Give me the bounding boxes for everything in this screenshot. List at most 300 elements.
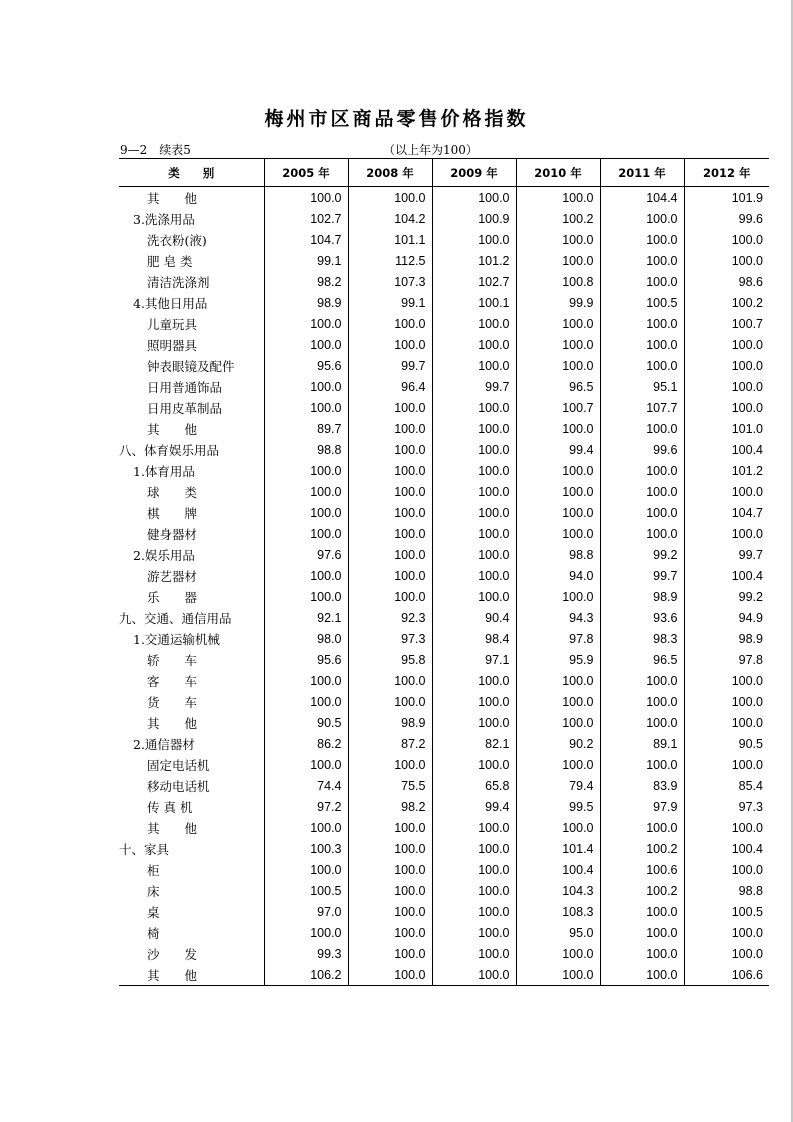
- row-category-label: 其 他: [147, 715, 198, 731]
- index-value-cell: 99.7: [348, 355, 432, 376]
- index-value-cell: 100.0: [348, 943, 432, 964]
- index-value-cell: 97.2: [264, 796, 348, 817]
- index-value-cell: 90.5: [264, 712, 348, 733]
- index-value-cell: 100.0: [264, 460, 348, 481]
- header-year-2012: 2012 年: [684, 159, 769, 187]
- index-value-cell: 100.0: [348, 313, 432, 334]
- index-value-cell: 100.0: [264, 670, 348, 691]
- index-value-cell: 100.9: [432, 208, 516, 229]
- row-category-label: 桌: [147, 904, 160, 920]
- index-value-cell: 100.0: [600, 313, 684, 334]
- index-value-cell: 93.6: [600, 607, 684, 628]
- index-value-cell: 95.0: [516, 922, 600, 943]
- index-value-cell: 100.0: [348, 334, 432, 355]
- index-value-cell: 95.9: [516, 649, 600, 670]
- index-value-cell: 100.0: [264, 817, 348, 838]
- index-value-cell: 95.8: [348, 649, 432, 670]
- table-row: [119, 376, 769, 397]
- index-value-cell: 100.0: [348, 523, 432, 544]
- index-value-cell: 100.0: [348, 397, 432, 418]
- index-value-cell: 104.7: [684, 502, 769, 523]
- row-category-label: 1.体育用品: [133, 463, 195, 479]
- index-value-cell: 95.1: [600, 376, 684, 397]
- index-value-cell: 100.0: [432, 502, 516, 523]
- table-number: 9—2 续表5: [120, 143, 191, 157]
- index-value-cell: 100.0: [684, 670, 769, 691]
- table-row: [119, 565, 769, 586]
- index-value-cell: 100.0: [264, 523, 348, 544]
- index-value-cell: 100.0: [600, 334, 684, 355]
- table-row: [119, 649, 769, 670]
- index-value-cell: 100.0: [684, 334, 769, 355]
- index-value-cell: 90.5: [684, 733, 769, 754]
- row-category-label: 游艺器材: [147, 568, 198, 584]
- index-value-cell: 100.0: [264, 376, 348, 397]
- index-value-cell: 100.0: [516, 754, 600, 775]
- index-value-cell: 102.7: [264, 208, 348, 229]
- index-value-cell: 100.0: [516, 250, 600, 271]
- index-value-cell: 100.0: [516, 187, 600, 209]
- index-value-cell: 100.0: [432, 418, 516, 439]
- index-value-cell: 101.0: [684, 418, 769, 439]
- row-category-label: 传 真 机: [147, 799, 193, 815]
- index-value-cell: 100.0: [600, 460, 684, 481]
- index-value-cell: 107.3: [348, 271, 432, 292]
- index-value-cell: 100.0: [432, 859, 516, 880]
- index-value-cell: 100.0: [684, 943, 769, 964]
- table-row: [119, 397, 769, 418]
- table-row: [119, 607, 769, 628]
- index-value-cell: 89.7: [264, 418, 348, 439]
- index-value-cell: 100.0: [432, 523, 516, 544]
- index-value-cell: 100.2: [516, 208, 600, 229]
- index-value-cell: 100.1: [432, 292, 516, 313]
- index-value-cell: 98.9: [348, 712, 432, 733]
- index-value-cell: 99.7: [684, 544, 769, 565]
- index-value-cell: 101.9: [684, 187, 769, 209]
- index-value-cell: 98.9: [684, 628, 769, 649]
- index-value-cell: 100.0: [600, 229, 684, 250]
- index-value-cell: 100.0: [600, 712, 684, 733]
- index-value-cell: 104.4: [600, 187, 684, 209]
- index-value-cell: 100.0: [516, 964, 600, 986]
- index-value-cell: 98.2: [264, 271, 348, 292]
- row-category-label: 其 他: [119, 964, 264, 986]
- table-row: [119, 775, 769, 796]
- row-category-label: 钟表眼镜及配件: [147, 358, 235, 374]
- index-value-cell: 100.3: [264, 838, 348, 859]
- row-category-label: 椅: [147, 925, 160, 941]
- index-value-cell: 100.0: [348, 922, 432, 943]
- index-value-cell: 100.0: [516, 313, 600, 334]
- index-value-cell: 90.4: [432, 607, 516, 628]
- index-value-cell: 97.9: [600, 796, 684, 817]
- index-value-cell: 100.0: [684, 691, 769, 712]
- index-value-cell: 98.6: [684, 271, 769, 292]
- row-category-label: 洗衣粉(液): [147, 232, 207, 248]
- row-category-label: 照明器具: [147, 337, 198, 353]
- index-value-cell: 104.2: [348, 208, 432, 229]
- index-value-cell: 92.3: [348, 607, 432, 628]
- index-value-cell: 100.0: [348, 439, 432, 460]
- table-row: [119, 754, 769, 775]
- index-value-cell: 100.0: [348, 586, 432, 607]
- table-row: [119, 838, 769, 859]
- row-category-label: 移动电话机: [147, 778, 210, 794]
- index-value-cell: 100.0: [432, 565, 516, 586]
- index-value-cell: 100.0: [600, 691, 684, 712]
- index-value-cell: 100.0: [516, 460, 600, 481]
- header-year-2010: 2010 年: [516, 159, 600, 187]
- index-value-cell: 100.0: [516, 418, 600, 439]
- row-category-label: 健身器材: [147, 526, 198, 542]
- index-value-cell: 99.4: [432, 796, 516, 817]
- index-value-cell: 100.4: [684, 838, 769, 859]
- index-value-cell: 99.4: [516, 439, 600, 460]
- header-category: 类 别: [119, 159, 264, 187]
- index-value-cell: 100.0: [684, 523, 769, 544]
- index-value-cell: 100.0: [600, 901, 684, 922]
- index-value-cell: 100.0: [264, 859, 348, 880]
- row-category-label: 床: [147, 883, 160, 899]
- index-value-cell: 100.0: [516, 334, 600, 355]
- index-value-cell: 100.0: [348, 754, 432, 775]
- index-value-cell: 100.0: [348, 691, 432, 712]
- row-category-label: 其 他: [147, 190, 198, 206]
- index-value-cell: 98.3: [600, 628, 684, 649]
- index-value-cell: 100.0: [684, 355, 769, 376]
- index-value-cell: 108.3: [516, 901, 600, 922]
- index-value-cell: 82.1: [432, 733, 516, 754]
- index-value-cell: 85.4: [684, 775, 769, 796]
- index-value-cell: 97.1: [432, 649, 516, 670]
- index-value-cell: 100.0: [432, 670, 516, 691]
- index-value-cell: 94.3: [516, 607, 600, 628]
- index-value-cell: 100.2: [684, 292, 769, 313]
- row-category-label: 3.洗涤用品: [133, 211, 195, 227]
- index-value-cell: 100.0: [264, 754, 348, 775]
- table-row: [119, 313, 769, 334]
- header-year-2009: 2009 年: [432, 159, 516, 187]
- index-value-cell: 97.8: [684, 649, 769, 670]
- row-category-label: 八、体育娱乐用品: [119, 442, 220, 458]
- index-value-cell: 100.0: [516, 943, 600, 964]
- row-category-label: 棋 牌: [147, 505, 198, 521]
- index-value-cell: 99.5: [516, 796, 600, 817]
- index-value-cell: 99.9: [516, 292, 600, 313]
- index-value-cell: 97.0: [264, 901, 348, 922]
- index-value-cell: 97.6: [264, 544, 348, 565]
- index-value-cell: 100.0: [684, 712, 769, 733]
- index-value-cell: 94.9: [684, 607, 769, 628]
- index-value-cell: 100.0: [516, 691, 600, 712]
- index-value-cell: 100.2: [600, 880, 684, 901]
- row-category-label: 其 他: [147, 820, 198, 836]
- header-year-2005: 2005 年: [264, 159, 348, 187]
- row-category-label: 1.交通运输机械: [133, 631, 220, 647]
- index-value-cell: 90.2: [516, 733, 600, 754]
- index-value-cell: 100.8: [516, 271, 600, 292]
- index-value-cell: 75.5: [348, 775, 432, 796]
- index-value-cell: 100.0: [432, 187, 516, 209]
- table-row: [119, 670, 769, 691]
- index-value-cell: 100.0: [432, 544, 516, 565]
- index-value-cell: 100.0: [600, 418, 684, 439]
- index-value-cell: 100.0: [348, 187, 432, 209]
- index-value-cell: 100.0: [684, 376, 769, 397]
- row-category-label: 球 类: [147, 484, 198, 500]
- index-value-cell: 100.0: [684, 397, 769, 418]
- price-index-table: [119, 158, 769, 986]
- index-value-cell: 100.0: [516, 670, 600, 691]
- index-value-cell: 97.3: [348, 628, 432, 649]
- index-value-cell: 100.0: [600, 271, 684, 292]
- index-value-cell: 100.0: [684, 817, 769, 838]
- table-row: [119, 418, 769, 439]
- index-value-cell: 83.9: [600, 775, 684, 796]
- index-value-cell: 100.0: [432, 460, 516, 481]
- index-value-cell: 100.0: [264, 313, 348, 334]
- index-value-cell: 100.0: [684, 229, 769, 250]
- index-value-cell: 100.0: [432, 229, 516, 250]
- table-row: [119, 733, 769, 754]
- index-value-cell: 100.0: [432, 691, 516, 712]
- index-value-cell: 100.0: [432, 922, 516, 943]
- index-value-cell: 98.8: [684, 880, 769, 901]
- index-value-cell: 95.6: [264, 355, 348, 376]
- index-value-cell: 100.0: [432, 964, 516, 986]
- index-value-cell: 100.0: [348, 565, 432, 586]
- index-value-cell: 100.0: [348, 859, 432, 880]
- index-value-cell: 101.1: [348, 229, 432, 250]
- index-value-cell: 100.0: [264, 586, 348, 607]
- index-value-cell: 98.9: [600, 586, 684, 607]
- index-value-cell: 79.4: [516, 775, 600, 796]
- table-row: [119, 502, 769, 523]
- index-value-cell: 98.0: [264, 628, 348, 649]
- index-value-cell: 98.4: [432, 628, 516, 649]
- index-value-cell: 100.0: [516, 355, 600, 376]
- index-value-cell: 100.0: [684, 481, 769, 502]
- index-value-cell: 100.0: [600, 922, 684, 943]
- index-value-cell: 100.0: [432, 397, 516, 418]
- header-year-2011: 2011 年: [600, 159, 684, 187]
- index-value-cell: 96.4: [348, 376, 432, 397]
- row-category-label: 沙 发: [147, 946, 198, 962]
- table-row: [119, 859, 769, 880]
- index-value-cell: 100.0: [348, 838, 432, 859]
- table-row: [119, 460, 769, 481]
- index-value-cell: 99.3: [264, 943, 348, 964]
- table-row: [119, 271, 769, 292]
- index-value-cell: 106.6: [684, 964, 769, 986]
- index-value-cell: 100.0: [264, 691, 348, 712]
- index-value-cell: 100.6: [600, 859, 684, 880]
- index-value-cell: 100.0: [516, 523, 600, 544]
- index-value-cell: 100.0: [348, 481, 432, 502]
- index-value-cell: 100.0: [264, 187, 348, 209]
- index-value-cell: 100.2: [600, 838, 684, 859]
- table-row: [119, 334, 769, 355]
- index-value-cell: 100.0: [348, 880, 432, 901]
- index-value-cell: 101.2: [432, 250, 516, 271]
- index-value-cell: 100.5: [264, 880, 348, 901]
- index-value-cell: 100.0: [264, 334, 348, 355]
- row-category-label: 4.其他日用品: [133, 295, 208, 311]
- table-row: [119, 523, 769, 544]
- index-value-cell: 100.0: [348, 817, 432, 838]
- index-value-cell: 100.4: [684, 565, 769, 586]
- index-value-cell: 100.0: [600, 670, 684, 691]
- index-value-cell: 100.0: [684, 922, 769, 943]
- row-category-label: 2.通信器材: [133, 736, 195, 752]
- index-value-cell: 100.0: [432, 901, 516, 922]
- index-value-cell: 100.7: [516, 397, 600, 418]
- table-row: [119, 292, 769, 313]
- index-value-cell: 97.3: [684, 796, 769, 817]
- index-value-cell: 100.0: [684, 859, 769, 880]
- index-value-cell: 100.0: [432, 334, 516, 355]
- index-value-cell: 107.7: [600, 397, 684, 418]
- row-category-label: 儿童玩具: [147, 316, 198, 332]
- index-value-cell: 100.0: [348, 544, 432, 565]
- table-row: [119, 712, 769, 733]
- index-value-cell: 100.0: [348, 418, 432, 439]
- index-value-cell: 99.6: [600, 439, 684, 460]
- index-value-cell: 100.0: [264, 565, 348, 586]
- index-value-cell: 87.2: [348, 733, 432, 754]
- index-value-cell: 100.0: [516, 712, 600, 733]
- index-value-cell: 100.0: [600, 754, 684, 775]
- row-category-label: 2.娱乐用品: [133, 547, 195, 563]
- table-row: [119, 796, 769, 817]
- index-value-cell: 100.0: [432, 880, 516, 901]
- index-value-cell: 104.7: [264, 229, 348, 250]
- index-value-cell: 100.0: [600, 208, 684, 229]
- index-value-cell: 100.0: [600, 250, 684, 271]
- index-value-cell: 100.7: [684, 313, 769, 334]
- page-title: 梅州市区商品零售价格指数: [264, 108, 529, 130]
- index-value-cell: 100.0: [432, 754, 516, 775]
- index-value-cell: 100.0: [264, 481, 348, 502]
- index-value-cell: 100.0: [516, 229, 600, 250]
- table-row: [119, 964, 769, 986]
- table-row: [119, 187, 769, 209]
- index-value-cell: 100.0: [348, 670, 432, 691]
- index-value-cell: 98.2: [348, 796, 432, 817]
- index-value-cell: 96.5: [516, 376, 600, 397]
- index-value-cell: 99.1: [264, 250, 348, 271]
- table-row: [119, 208, 769, 229]
- index-value-cell: 74.4: [264, 775, 348, 796]
- row-category-label: 其 他: [147, 421, 198, 437]
- row-category-label: 十、家具: [119, 841, 170, 857]
- index-value-cell: 100.0: [432, 481, 516, 502]
- index-value-cell: 100.0: [516, 502, 600, 523]
- row-category-label: 九、交通、通信用品: [119, 610, 232, 626]
- header-year-2008: 2008 年: [348, 159, 432, 187]
- table-header-row: [119, 159, 769, 187]
- row-category-label: 轿 车: [147, 652, 198, 668]
- index-value-cell: 97.8: [516, 628, 600, 649]
- index-value-cell: 104.3: [516, 880, 600, 901]
- index-value-cell: 100.0: [600, 355, 684, 376]
- index-value-cell: 106.2: [264, 964, 348, 986]
- table-body: [119, 187, 769, 986]
- index-value-cell: 100.0: [432, 586, 516, 607]
- index-value-cell: 100.0: [348, 901, 432, 922]
- row-category-label: 客 车: [147, 673, 198, 689]
- table-row: [119, 691, 769, 712]
- table-row: [119, 628, 769, 649]
- index-value-cell: 65.8: [432, 775, 516, 796]
- row-category-label: 清洁洗涤剂: [147, 274, 210, 290]
- index-value-cell: 101.2: [684, 460, 769, 481]
- index-value-cell: 100.0: [516, 817, 600, 838]
- table-row: [119, 586, 769, 607]
- table-row: [119, 229, 769, 250]
- index-value-cell: 92.1: [264, 607, 348, 628]
- index-value-cell: 100.0: [348, 460, 432, 481]
- index-value-cell: 89.1: [600, 733, 684, 754]
- table-row: [119, 817, 769, 838]
- index-value-cell: 100.0: [432, 943, 516, 964]
- table-note: （以上年为100）: [383, 143, 478, 157]
- row-category-label: 肥 皂 类: [147, 253, 193, 269]
- index-value-cell: 100.0: [684, 754, 769, 775]
- index-value-cell: 100.0: [348, 502, 432, 523]
- table-row: [119, 439, 769, 460]
- index-value-cell: 100.0: [684, 250, 769, 271]
- table-row: [119, 481, 769, 502]
- table-row: [119, 880, 769, 901]
- index-value-cell: 98.8: [516, 544, 600, 565]
- index-value-cell: 100.0: [600, 817, 684, 838]
- index-value-cell: 100.0: [600, 964, 684, 986]
- index-value-cell: 86.2: [264, 733, 348, 754]
- index-value-cell: 98.9: [264, 292, 348, 313]
- index-value-cell: 100.0: [600, 943, 684, 964]
- index-value-cell: 100.0: [432, 313, 516, 334]
- index-value-cell: 112.5: [348, 250, 432, 271]
- index-value-cell: 100.0: [264, 502, 348, 523]
- index-value-cell: 100.0: [600, 481, 684, 502]
- index-value-cell: 99.7: [432, 376, 516, 397]
- index-value-cell: 100.5: [684, 901, 769, 922]
- table-row: [119, 250, 769, 271]
- index-value-cell: 102.7: [432, 271, 516, 292]
- index-value-cell: 100.0: [432, 355, 516, 376]
- row-category-label: 柜: [147, 862, 160, 878]
- table-row: [119, 544, 769, 565]
- table-row: [119, 901, 769, 922]
- row-category-label: 固定电话机: [147, 757, 210, 773]
- index-value-cell: 100.0: [264, 922, 348, 943]
- index-value-cell: 100.4: [516, 859, 600, 880]
- index-value-cell: 100.0: [516, 481, 600, 502]
- index-value-cell: 100.5: [600, 292, 684, 313]
- index-value-cell: 99.1: [348, 292, 432, 313]
- index-value-cell: 100.0: [600, 502, 684, 523]
- index-value-cell: 99.7: [600, 565, 684, 586]
- index-value-cell: 100.0: [432, 838, 516, 859]
- row-category-label: 日用皮革制品: [147, 400, 223, 416]
- index-value-cell: 99.2: [600, 544, 684, 565]
- index-value-cell: 96.5: [600, 649, 684, 670]
- index-value-cell: 100.0: [600, 523, 684, 544]
- index-value-cell: 100.0: [264, 397, 348, 418]
- row-category-label: 乐 器: [147, 589, 198, 605]
